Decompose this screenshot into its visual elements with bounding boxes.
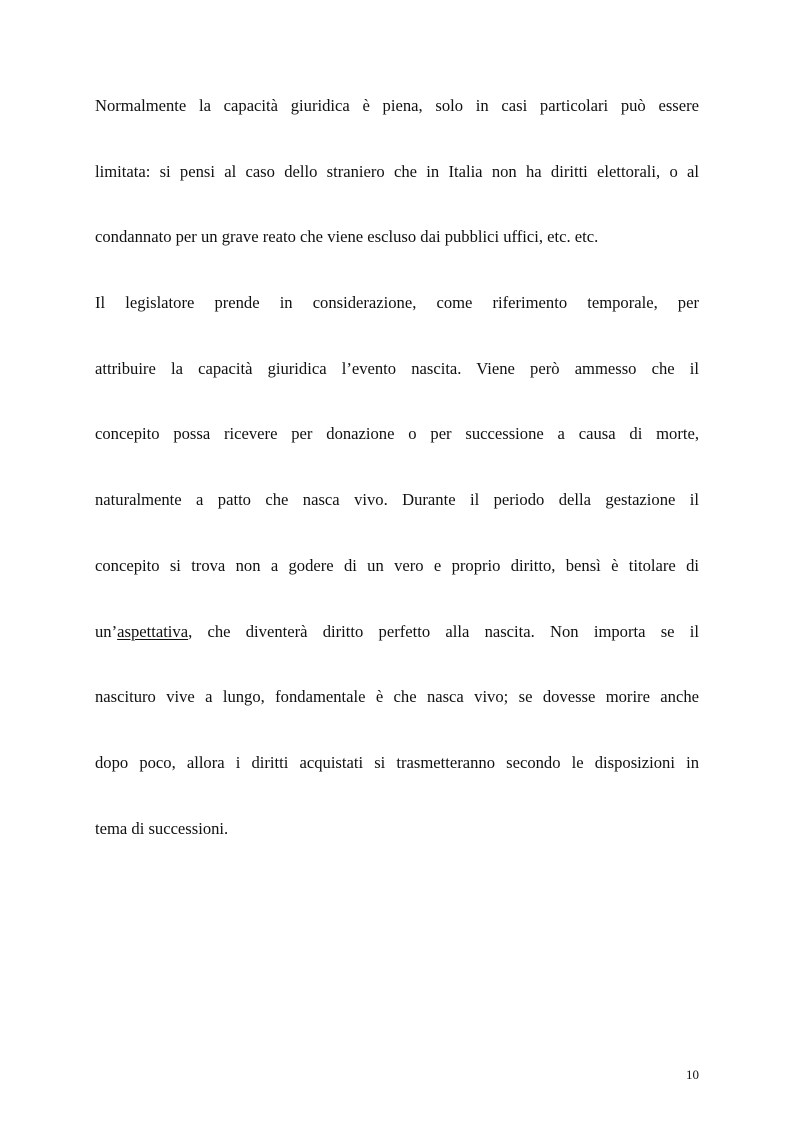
text-line: Il legislatore prende in considerazione, come riferimento temporale, per xyxy=(95,293,699,313)
text-line: dopo poco, allora i diritti acquistati si trasmetteranno secondo le disposizioni in xyxy=(95,752,699,772)
text-line: naturalmente a patto che nasca vivo. Durante il periodo della gestazione il xyxy=(95,490,699,510)
text-line: condannato per un grave reato che viene escluso dai pubblici uffici, etc. etc. xyxy=(95,227,599,247)
text-line: Normalmente la capacità giuridica è piena, solo in casi particolari può essere xyxy=(95,96,699,115)
line-suffix: , che diventerà diritto perfetto alla nascita. Non importa se il xyxy=(188,621,699,641)
body-text xyxy=(95,85,699,873)
text-line xyxy=(95,611,699,677)
text-line: tema di successioni. xyxy=(95,818,229,838)
text-line: nascituro vive a lungo, fondamentale è che nasca vivo; se dovesse morire anche xyxy=(95,687,699,707)
text-line: limitata: si pensi al caso dello straniero che in Italia non ha diritti elettorali, o al xyxy=(95,161,699,181)
text-line: concepito si trova non a godere di un vero e proprio diritto, bensì è titolare di xyxy=(95,555,699,575)
page-number: 10 xyxy=(686,1067,699,1082)
text-line: attribuire la capacità giuridica l’evento nascita. Viene però ammesso che il xyxy=(95,358,699,378)
line-prefix: un’ xyxy=(95,621,118,641)
underlined-term: aspettativa xyxy=(117,621,189,641)
text-line: concepito possa ricevere per donazione o per successione a causa di morte, xyxy=(95,424,699,444)
